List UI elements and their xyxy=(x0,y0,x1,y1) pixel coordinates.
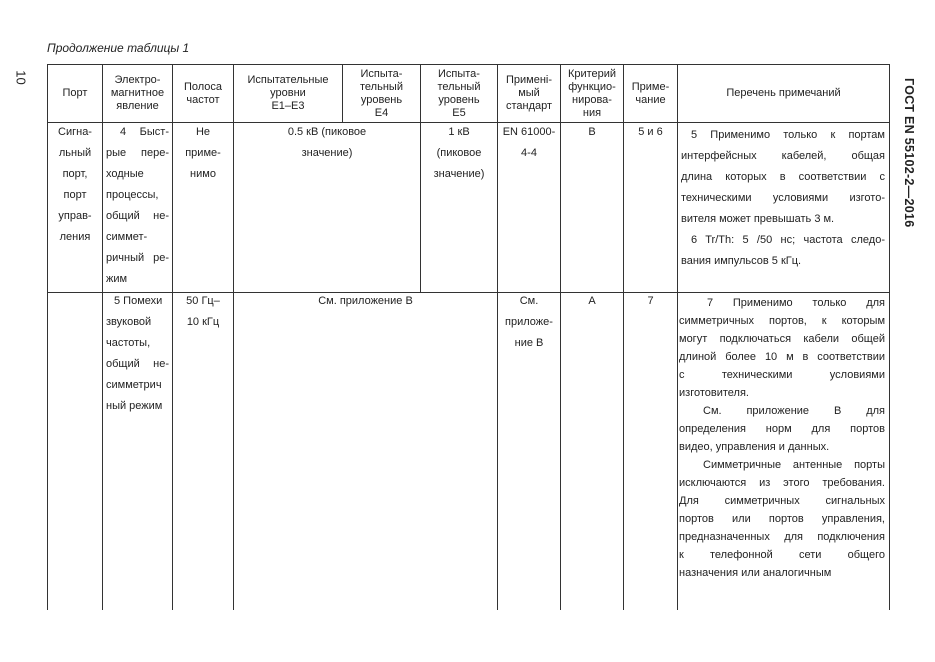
col-border xyxy=(889,64,890,610)
col-border xyxy=(102,64,103,610)
col-border xyxy=(623,64,624,610)
col-border xyxy=(47,64,48,610)
row2-note: 7 xyxy=(647,295,654,307)
page-number: 10 xyxy=(13,70,29,85)
document-code: ГОСТ EN 55102-2—2016 xyxy=(902,78,916,228)
row1-levels-e1e3: 0.5 кВ (пиковое значение) xyxy=(287,126,367,159)
row2-levels: См. приложение В xyxy=(318,295,413,307)
col-border xyxy=(560,64,561,610)
header-phenomenon: Электро- магнитное явление xyxy=(110,74,165,112)
header-level-e5: Испыта- тельный уровень Е5 xyxy=(437,67,481,119)
row1-level-e5: 1 кВ (пиковое значение) xyxy=(433,126,485,180)
row1-port: Сигна- льный порт, порт управ- ления xyxy=(58,126,92,243)
header-standard: Применi- мый стандарт xyxy=(505,74,553,112)
row1-criterion: В xyxy=(588,126,596,138)
header-note: Приме- чание xyxy=(631,80,670,106)
row2-criterion: А xyxy=(588,295,596,307)
row2-standard: См. приложе- ние В xyxy=(505,295,553,349)
header-band: Полоса частот xyxy=(183,80,223,106)
table-caption: Продолжение таблицы 1 xyxy=(47,41,190,55)
row2-band: 50 Гц– 10 кГц xyxy=(186,295,220,328)
row1-band: Не приме- нимо xyxy=(185,126,221,180)
row2-phenomenon: 5 Помехи звуковой частоты, общий не- симметрич ный режим xyxy=(106,295,169,412)
row1-standard: EN 61000- 4-4 xyxy=(502,126,556,159)
row1-notes-list: 5 Применимо только к портам интерфейсных кабелей, общая длина которых в соответствии с техническими условиями изгото- вителя может превышать 3 м. 6 Tr/Th: 5 /50 нс; частота следо- вания импульсов 5 кГц. xyxy=(681,129,885,267)
header-levels-e1e3: Испытательные уровни Е1–Е3 xyxy=(247,74,329,112)
header-notes-list: Перечень примечаний xyxy=(726,87,841,99)
row1-note: 5 и 6 xyxy=(638,126,663,138)
header-port: Порт xyxy=(62,87,88,99)
header-criterion: Критерий функцио- нирова- ния xyxy=(567,67,617,119)
col-border xyxy=(677,64,678,610)
row2-notes-list: 7 Применимо только для симметричных портов, к которым могут подключаться кабели общей длиной более 10 м в соответствии с техническими условиями изготовителя. См. приложение В для определения норм для портов видео, управления и данных. Симметричные антенные порты исключаются из этого требования. Для симметричных сигнальных портов или портов управления, предназначенных для подключения к телефонной сети общего назначения или аналогичным xyxy=(679,297,885,579)
row1-phenomenon: 4 Быст- рые пере- ходные процессы, общий не- симмет- ричный ре- жим xyxy=(106,126,169,285)
header-level-e4: Испыта- тельный уровень Е4 xyxy=(360,67,403,119)
